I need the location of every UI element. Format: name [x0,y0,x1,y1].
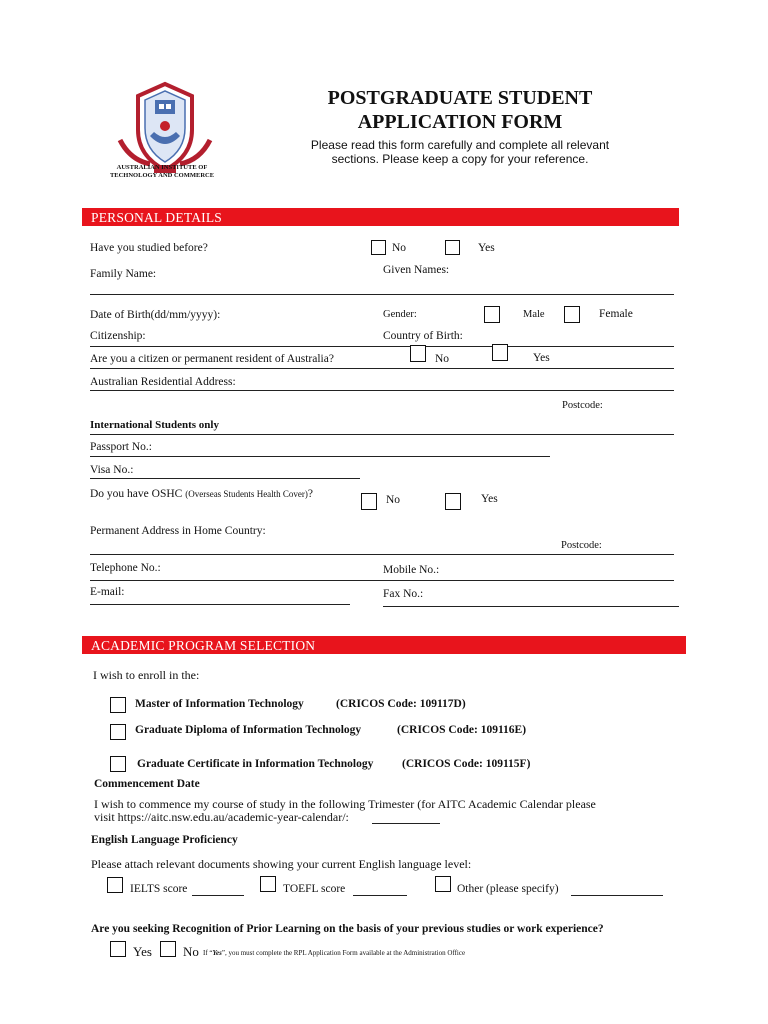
toefl-label: TOEFL score [283,883,346,895]
commencement-text-line2: visit https://aitc.nsw.edu.au/academic-year-calendar/: [94,810,349,824]
intro-line2: sections. Please keep a copy for your reference. [331,152,589,166]
country-of-birth-field[interactable] [468,332,668,344]
divider [90,434,674,435]
commencement-text-line1: I wish to commence my course of study in the following Trimester (for AITC Academic Calendar please [94,797,596,811]
ielts-checkbox[interactable] [107,877,123,893]
commencement-heading: Commencement Date [94,778,200,790]
divider [90,294,674,295]
oshc-question-mark: ? [307,488,314,500]
commencement-field[interactable] [372,810,440,822]
divider [90,604,350,605]
gender-female-label: Female [599,308,633,320]
address-field[interactable] [240,378,670,390]
rpl-note-suffix: ”, you must complete the RPL Application Form available at the Administration Office [221,949,466,957]
given-names-field[interactable] [455,266,670,278]
toefl-score-field[interactable] [353,883,407,895]
telephone-field[interactable] [168,564,363,576]
gender-female-checkbox[interactable] [564,306,580,323]
logo-name-line1: AUSTRALIAN INSTITUTE OF [116,164,208,171]
toefl-checkbox[interactable] [260,876,276,892]
studied-before-no-checkbox[interactable] [371,240,386,255]
home-address-field[interactable] [275,527,670,539]
divider [90,580,674,581]
program-checkbox-master[interactable] [110,697,126,713]
section-banner-academic [82,636,686,654]
commencement-underline [372,823,440,824]
gender-label: Gender: [383,309,417,320]
rpl-yes-label: Yes [133,944,152,959]
intl-students-heading: International Students only [90,419,219,431]
address-postcode-label: Postcode: [562,400,603,411]
rpl-no-label: No [183,944,199,959]
other-underline [571,895,663,896]
logo-name-line2: TECHNOLOGY AND COMMERCE [109,172,215,179]
passport-field[interactable] [158,443,548,455]
rpl-note [203,950,465,957]
citizen-no-checkbox[interactable] [410,345,426,362]
studied-before-label: Have you studied before? [90,242,208,254]
visa-label: Visa No.: [90,464,134,476]
home-postcode-field[interactable] [610,540,670,552]
dob-field[interactable] [225,311,365,323]
oshc-question-text: Do you have OSHC [90,488,183,500]
section-heading-academic: ACADEMIC PROGRAM SELECTION [91,638,316,653]
program-name-certificate: Graduate Certificate in Information Technology [137,758,374,770]
telephone-label: Telephone No.: [90,562,161,574]
studied-before-no-label: No [392,242,407,254]
enroll-text: I wish to enroll in the: [93,668,200,682]
rpl-note-yes: Yes [212,949,222,957]
program-code-master: (CRICOS Code: 109117D) [336,698,466,710]
email-label: E-mail: [90,586,125,598]
passport-label: Passport No.: [90,441,152,453]
fax-label: Fax No.: [383,588,424,600]
other-label: Other (please specify) [457,883,559,895]
family-name-label: Family Name: [90,268,157,280]
address-postcode-field[interactable] [610,400,670,412]
citizenship-field[interactable] [150,332,360,344]
studied-before-yes-label: Yes [478,242,495,254]
divider [90,478,360,479]
divider [90,554,674,555]
institute-logo [110,78,220,178]
intro-line1: Please read this form carefully and complete all relevant [310,138,610,152]
mobile-label: Mobile No.: [383,564,440,576]
rpl-note-prefix: If “ [203,949,213,957]
program-checkbox-diploma[interactable] [110,724,126,740]
visa-field[interactable] [140,466,358,478]
oshc-question-label [90,489,313,501]
rpl-yes-checkbox[interactable] [110,941,126,957]
form-title-line1: POSTGRADUATE STUDENT [327,87,593,109]
form-title-line2: APPLICATION FORM [357,111,563,133]
english-heading: English Language Proficiency [91,834,238,846]
divider [90,390,674,391]
country-of-birth-label: Country of Birth: [383,330,463,342]
oshc-yes-checkbox[interactable] [445,493,461,510]
section-banner-personal [82,208,679,226]
english-text: Please attach relevant documents showing your current English language level: [91,857,472,871]
home-address-label: Permanent Address in Home Country: [90,525,266,537]
program-name-diploma: Graduate Diploma of Information Technology [135,724,362,736]
program-name-master: Master of Information Technology [135,698,304,710]
dob-label: Date of Birth(dd/mm/yyyy): [90,309,221,321]
toefl-underline [353,895,407,896]
ielts-underline [192,895,244,896]
crest-icon [110,78,220,178]
oshc-yes-label: Yes [481,493,498,505]
divider [383,606,679,607]
home-postcode-label: Postcode: [561,540,602,551]
email-field[interactable] [125,590,347,602]
oshc-no-checkbox[interactable] [361,493,377,510]
citizenship-label: Citizenship: [90,330,146,342]
other-specify-field[interactable] [571,883,663,895]
section-heading-personal: PERSONAL DETAILS [91,210,222,225]
family-name-field[interactable] [165,270,365,282]
ielts-label: IELTS score [130,883,188,895]
fax-field[interactable] [430,590,675,602]
studied-before-yes-checkbox[interactable] [445,240,460,255]
divider [90,456,550,457]
gender-male-label: Male [523,309,545,320]
oshc-note: (Overseas Students Health Cover) [185,489,308,499]
citizen-no-label: No [435,353,450,365]
citizen-question-label: Are you a citizen or permanent resident of Australia? [90,353,334,365]
address-label: Australian Residential Address: [90,376,236,388]
program-checkbox-certificate[interactable] [110,756,126,772]
gender-male-checkbox[interactable] [484,306,500,323]
oshc-no-label: No [386,494,401,506]
rpl-question: Are you seeking Recognition of Prior Learning on the basis of your previous studies or work experience? [91,923,604,935]
rpl-no-checkbox[interactable] [160,941,176,957]
citizen-yes-label: Yes [533,352,550,364]
other-checkbox[interactable] [435,876,451,892]
ielts-score-field[interactable] [192,883,244,895]
program-code-diploma: (CRICOS Code: 109116E) [397,724,527,736]
mobile-field[interactable] [445,566,670,578]
divider [90,346,674,347]
divider [90,368,674,369]
citizen-yes-checkbox[interactable] [492,344,508,361]
given-names-label: Given Names: [383,264,450,276]
program-code-certificate: (CRICOS Code: 109115F) [402,758,531,770]
